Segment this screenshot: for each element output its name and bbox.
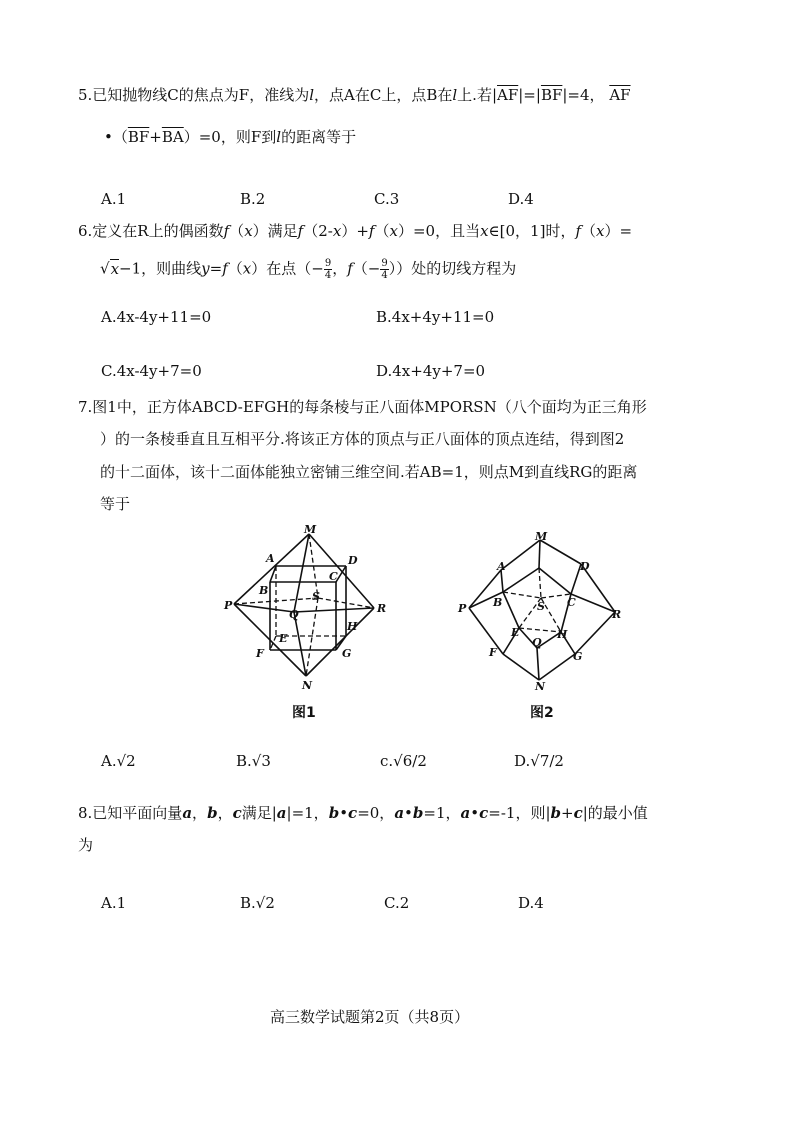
fig2-label-h: H (557, 628, 568, 641)
fig1-label-p: P (224, 599, 233, 612)
fig2-label-s: S (537, 600, 545, 613)
fig2-label-a: A (497, 560, 506, 573)
fig1-label-g: G (342, 647, 352, 660)
q7-option-a[interactable]: A.√2 (101, 752, 136, 770)
q5-option-c[interactable]: C.3 (374, 190, 400, 208)
figure-2 (455, 530, 625, 692)
fig1-edge-pq (234, 604, 294, 612)
q8-option-d[interactable]: D.4 (518, 894, 544, 912)
q7-option-b[interactable]: B.√3 (236, 752, 271, 770)
q5-line1: 5.已知抛物线C的焦点为F，准线为l，点A在C上，点B在l上.若$|\overline{AF}|=|\overline{BF}|=4$， $\overline{AF}$ (78, 86, 631, 104)
fig2-caption: 图2 (530, 705, 554, 721)
fig1-label-c: C (329, 570, 338, 583)
page-footer: 高三数学试题第2页（共8页） (270, 1008, 470, 1026)
q8-option-b[interactable]: B.√2 (240, 894, 275, 912)
q8-line1: 8.已知平面向量a，b，c满足|a|=1，b•c=0，a•b=1，a•c=-1，则|b+c|的最小值 (78, 804, 648, 822)
fig2-label-c: C (567, 596, 576, 609)
fig2-label-n: N (535, 680, 546, 692)
q6-frac-num: 9 (324, 258, 332, 269)
q5-option-a[interactable]: A.1 (101, 190, 127, 208)
fig1-label-n: N (302, 679, 313, 692)
fig1-label-q: Q (289, 608, 299, 621)
fig1-label-a: A (266, 552, 275, 565)
fig1-label-b: B (259, 584, 269, 597)
figure-1 (222, 522, 392, 694)
q6-option-d[interactable]: D.4x+4y+7=0 (376, 362, 486, 380)
fig1-edge-qr (294, 608, 374, 612)
fig2-label-f: F (489, 646, 497, 659)
fig1-label-d: D (348, 554, 358, 567)
q8-line2: 为 (78, 836, 94, 854)
fig2-label-r: R (612, 608, 622, 621)
q5-line2: $•(\overline{BF}+\overline{BA})=0$，则F到l的距离等于 (104, 128, 357, 146)
q6-line1: 6.定义在R上的偶函数f（x）满足f（2-x）+f（x）=0，且当x∈[0，1]时，f（x）= (78, 222, 633, 240)
fig2-label-e: E (511, 626, 520, 639)
fig1-label-e: E (279, 632, 288, 645)
q6-frac-den: 4 (324, 270, 332, 281)
q7-line4: 等于 (100, 495, 131, 513)
fig1-label-r: R (377, 602, 387, 615)
q7-line2: ）的一条棱垂直且互相平分.将该正方体的顶点与正八面体的顶点连结，得到图2 (100, 430, 625, 448)
fig1-label-h: H (347, 620, 358, 633)
q7-option-d[interactable]: D.√7/2 (514, 752, 564, 770)
fig1-label-m: M (304, 523, 317, 536)
fig2-label-g: G (573, 650, 583, 663)
q6-option-b[interactable]: B.4x+4y+11=0 (376, 308, 495, 326)
fig1-label-f: F (256, 647, 264, 660)
q6-option-a[interactable]: A.4x-4y+11=0 (101, 308, 212, 326)
q6-frac-den-2: 4 (381, 270, 388, 281)
fig2-label-d: D (580, 560, 590, 573)
q7-line1: 7.图1中，正方体ABCD-EFGH的每条棱与正八面体MPORSN（八个面均为正三角形 (78, 398, 647, 416)
fig2-label-b: B (493, 596, 503, 609)
q8-option-a[interactable]: A.1 (101, 894, 127, 912)
q5-option-b[interactable]: B.2 (240, 190, 266, 208)
q7-line3: 的十二面体，该十二面体能独立密铺三维空间.若AB=1，则点M到直线RG的距离 (100, 463, 638, 481)
q5-option-d[interactable]: D.4 (508, 190, 534, 208)
fig2-label-q: Q (532, 636, 542, 649)
q6-option-c[interactable]: C.4x-4y+7=0 (101, 362, 202, 380)
fig1-label-s: S (312, 590, 320, 603)
q8-option-c[interactable]: C.2 (384, 894, 410, 912)
fig2-label-p: P (458, 602, 467, 615)
q6-frac-num-2: 9 (381, 258, 388, 269)
fig1-edge-rn (306, 608, 374, 676)
q6-line2: √x−1，则曲线y=f（x）在点（− $\frac{9}{4}$ ，f（− $\frac{9}{4}$ ））处的切线方程为 (100, 258, 517, 281)
fig1-caption: 图1 (292, 705, 316, 721)
fig2-label-m: M (535, 530, 548, 543)
q7-option-c[interactable]: c.√6/2 (380, 752, 427, 770)
